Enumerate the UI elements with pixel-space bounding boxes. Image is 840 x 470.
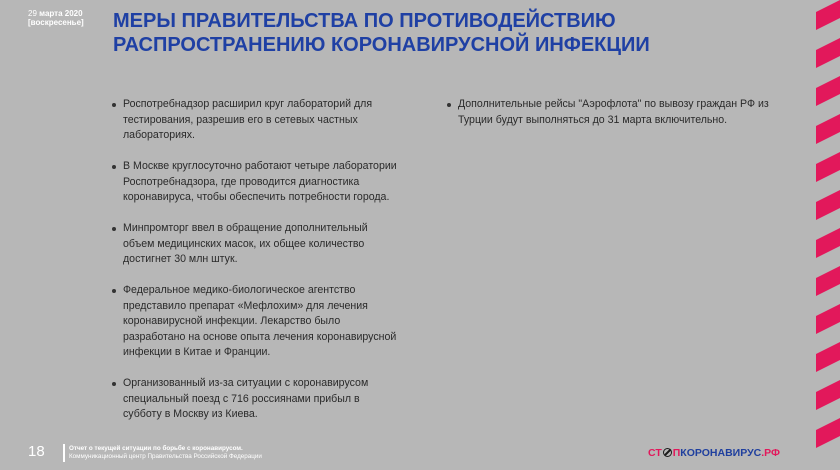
footer-line-1: Отчет о текущей ситуации по борьбе с коронавирусом. [69,445,243,452]
list-item-text: Федеральное медико-биологическое агентство представило препарат «Мефлохим» для лечения коронавирусной инфекции. Лекарство было разработано на основе опыта лечения коронавирусной инфекции в Китае и Франции. [123,284,397,358]
report-date [28,9,84,27]
date-day: 29 [28,9,37,18]
list-item [111,97,401,144]
bullet-icon [112,289,116,293]
brand-part-p: П [672,447,681,459]
stop-sign-icon [663,448,672,457]
decorative-stripes-icon [806,0,840,470]
bullet-icon [112,103,116,107]
date-month: марта 2020 [39,9,83,18]
list-item [446,97,786,128]
date-weekday: [воскресенье] [28,18,84,27]
list-item [111,159,401,206]
right-bullet-list [446,97,786,144]
bullet-icon [447,103,451,107]
brand-part-rf: .РФ [761,447,780,459]
list-item-text: Организованный из-за ситуации с коронавирусом специальный поезд с 716 россиянами прибыл в субботу в Москву из Киева. [123,377,369,420]
list-item-text: Роспотребнадзор расширил круг лабораторий для тестирования, разрешив его в сетевых частных лабораториях. [123,98,373,141]
list-item [111,376,401,423]
list-item [111,283,401,361]
list-item-text: Минпромторг ввел в обращение дополнительный объем медицинских масок, их общее количество достигнет 30 млн штук. [123,222,368,265]
bullet-icon [112,227,116,231]
brand-part-coronavirus: КОРОНАВИРУС [680,447,762,459]
brand-logo [648,447,780,459]
page-title: МЕРЫ ПРАВИТЕЛЬСТВА ПО ПРОТИВОДЕЙСТВИЮ РАСПРОСТРАНЕНИЮ КОРОНАВИРУСНОЙ ИНФЕКЦИИ [113,10,650,56]
footer-caption [69,445,262,461]
footer-line-2: Коммуникационный центр Правительства Российской Федерации [69,453,262,460]
left-bullet-list [111,97,401,438]
brand-part-st: СТ [648,447,662,459]
page-number: 18 [28,443,45,460]
footer-divider [63,444,65,462]
list-item [111,221,401,268]
list-item-text: В Москве круглосуточно работают четыре лаборатории Роспотребнадзора, где проводится диагностика коронавируса, чтобы обеспечить потребности города. [123,160,397,203]
list-item-text: Дополнительные рейсы "Аэрофлота" по вывозу граждан РФ из Турции будут выполняться до 31 марта включительно. [458,98,769,126]
bullet-icon [112,165,116,169]
bullet-icon [112,382,116,386]
